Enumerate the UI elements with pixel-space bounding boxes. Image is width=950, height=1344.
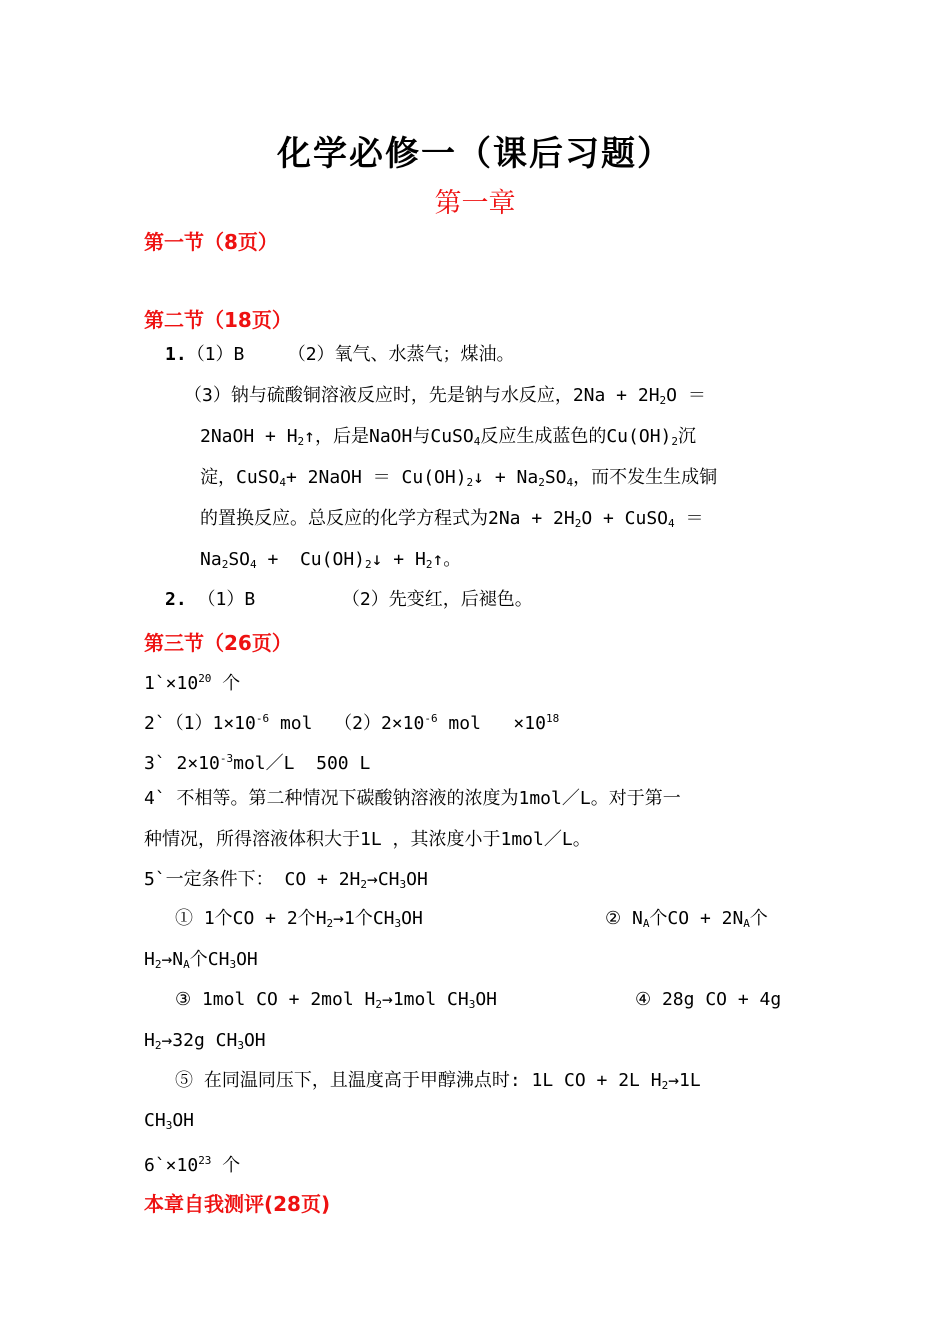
answer-3-5-item-5: ⑤ 在同温同压下，且温度高于甲醇沸点时: 1L CO + 2L $H_2\to 1L$: [175, 1070, 701, 1092]
answer-3-5-item-3: ③ 1mol CO + 2mol $H_2\to 1mol$ $CH_3OH$: [175, 989, 498, 1011]
answer-3-4-line-1: 4` 不相等。第二种情况下碳酸钠溶液的浓度为1mol／L。对于第一: [144, 788, 681, 809]
answer-3-3: 3` $2\times 10^{-3}mol/L$ 500 L: [144, 752, 371, 774]
question-2-1-line-4: 淀，CuSO$_4$+ 2NaOH ＝ $Cu(OH)_2↓ + Na_2SO_4$，而不发生生成铜: [200, 467, 718, 489]
answer-3-6: $6`\times 10^{23}$ 个: [144, 1154, 241, 1176]
answer-3-1: $1`\times 10^{20}$ 个: [144, 672, 241, 694]
answer-3-4-line-2: 种情况，所得溶液体积大于1L ，其浓度小于1mol／L。: [144, 829, 591, 850]
question-2-1-line-1: 1.（1）B （2）氧气、水蒸气；煤油。: [165, 344, 515, 365]
section-heading-1: 第一节（8页）: [144, 230, 278, 254]
answer-3-2: $2`(1)1\times 10^{-6}$ mol $(2)2\times 10^{-6}$ mol $\times 10^{18}$: [144, 712, 560, 734]
answer-3-5-item-2-cont: $H_2\to N_A$个$CH_3OH$: [144, 949, 258, 971]
chapter-heading: 第一章: [434, 188, 516, 219]
answer-3-5-item-5-cont: $CH_3OH$: [144, 1110, 194, 1132]
question-2-2: 2. （1）B （2）先变红，后褪色。: [165, 589, 533, 610]
document-title: 化学必修一（课后习题）: [277, 134, 673, 174]
answer-3-5-item-1: ① 1个CO + 2个$H_2\to 1$个$CH_3OH$: [175, 908, 423, 930]
question-2-1-line-2: （3）钠与硫酸铜溶液反应时，先是钠与水反应，$2Na + 2H_2O$ ＝: [184, 385, 706, 407]
answer-3-5-item-4-cont: $H_2\to 32g$ $CH_3OH$: [144, 1030, 266, 1052]
section-heading-3: 第三节（26页）: [144, 631, 292, 655]
section-heading-2: 第二节（18页）: [144, 308, 292, 332]
answer-3-5-item-2: ② $N_A$个CO + $2N_A$个: [605, 908, 768, 930]
question-2-1-line-6: $Na_2SO_4$ + $Cu(OH)_2↓$ + $H_2↑$。: [200, 549, 462, 571]
question-2-1-line-3: 2NaOH + $H_2↑$，后是NaOH与CuSO$_4$反应生成蓝色的$Cu(OH)_2$沉: [200, 426, 696, 448]
answer-3-5: 5`一定条件下： CO + $2H_2\to CH_3OH$: [144, 869, 428, 891]
question-2-1-line-5: 的置换反应。总反应的化学方程式为$2Na + 2H_2O$ + CuSO$_4$ ＝: [200, 508, 704, 530]
section-heading-self-test: 本章自我测评(28页): [144, 1192, 331, 1216]
answer-3-5-item-4: ④ 28g CO + 4g: [635, 989, 782, 1010]
